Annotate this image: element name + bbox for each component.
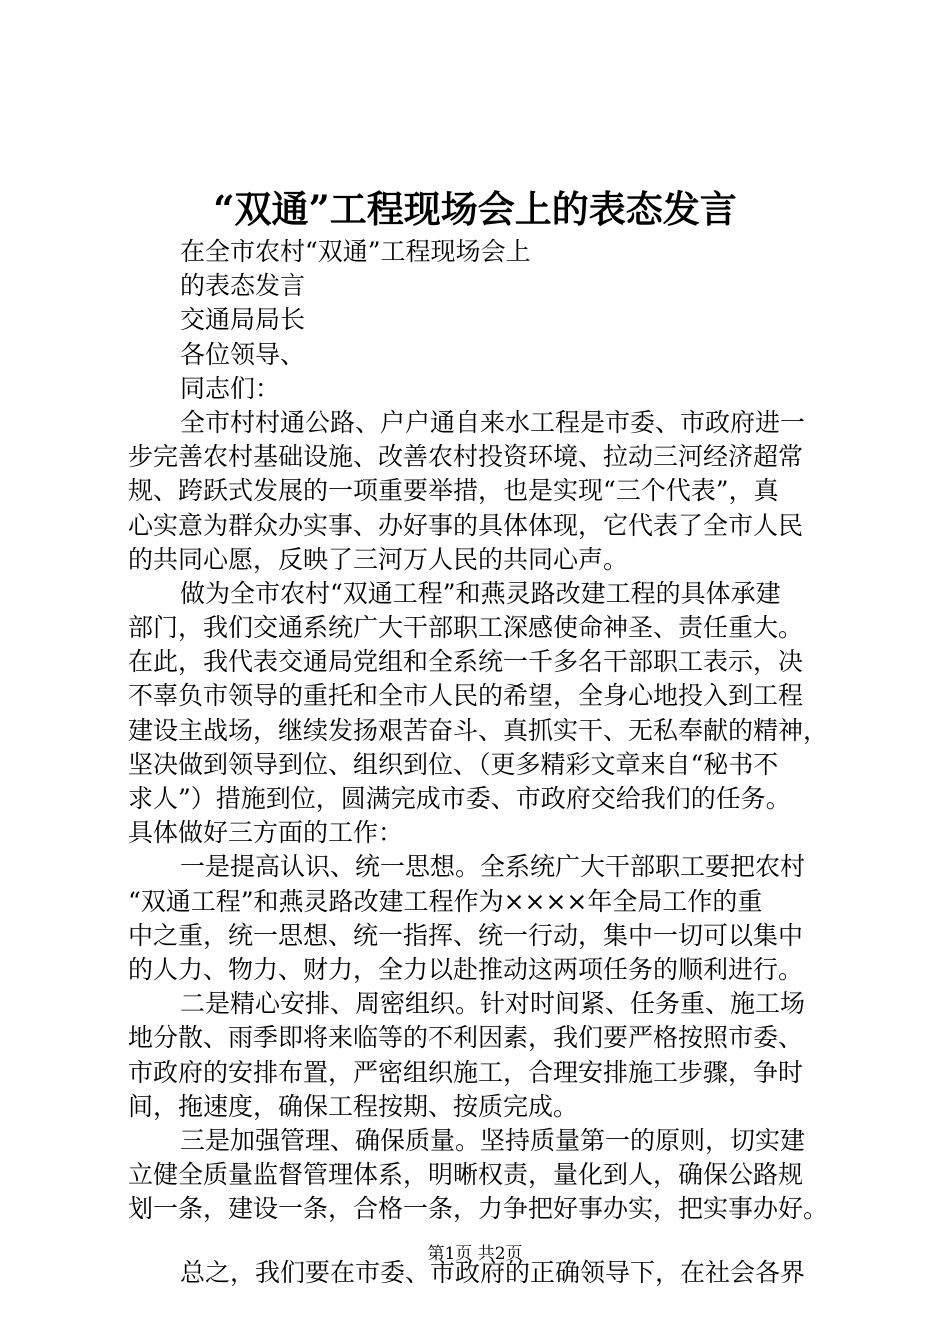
text-line: 各位领导、 [180, 339, 306, 369]
text-line: 的共同心愿，反映了三河万人民的共同心声。 [128, 544, 629, 574]
text-line: 不辜负市领导的重托和全市人民的希望，全身心地投入到工程 [128, 681, 804, 711]
text-line: 中之重，统一思想、统一指挥、统一行动，集中一切可以集中 [128, 920, 804, 950]
text-line: 交通局局长 [180, 305, 306, 335]
text-line: 地分散、雨季即将来临等的不利因素，我们要严格按照市委、 [128, 1023, 804, 1053]
text-line: “双通工程”和燕灵路改建工程作为××××年全局工作的重 [128, 886, 763, 916]
text-line: 求人”）措施到位，圆满完成市委、市政府交给我们的任务。 [128, 784, 791, 813]
document-body [128, 235, 852, 1291]
text-line: 同志们： [180, 373, 281, 403]
text-line: 规、跨跃式发展的一项重要举措，也是实现“三个代表”，真 [128, 476, 779, 506]
text-line: 划一条，建设一条，合格一条，力争把好事办实，把实事办好。 [128, 1194, 829, 1224]
text-line: 坚决做到领导到位、组织到位、（更多精彩文章来自“秘书不 [128, 749, 779, 779]
text-line: 立健全质量监督管理体系，明晰权责，量化到人，确保公路规 [128, 1160, 804, 1190]
page-number: 第1页 共2页 [427, 1244, 523, 1264]
text-line: 的人力、物力、财力，全力以赴推动这两项任务的顺利进行。 [128, 954, 804, 984]
text-line: 二是精心安排、周密组织。针对时间紧、任务重、施工场 [180, 989, 806, 1019]
document-title: “双通”工程现场会上的表态发言 [213, 187, 737, 231]
text-line: 步完善农村基础设施、改善农村投资环境、拉动三河经济超常 [128, 442, 804, 472]
text-line: 市政府的安排布置，严密组织施工，合理安排施工步骤，争时 [128, 1057, 804, 1087]
text-line: 一是提高认识、统一思想。全系统广大干部职工要把农村 [180, 852, 806, 882]
text-line: 部门，我们交通系统广大干部职工深感使命神圣、责任重大。 [128, 613, 804, 643]
text-line: 建设主战场，继续发扬艰苦奋斗、真抓实干、无私奉献的精神， [128, 715, 829, 745]
text-line: 总之，我们要在市委、市政府的正确领导下，在社会各界 [180, 1258, 806, 1288]
text-line: 心实意为群众办实事、办好事的具体体现，它代表了全市人民 [128, 510, 804, 540]
text-line: 三是加强管理、确保质量。坚持质量第一的原则，切实建 [180, 1125, 806, 1155]
text-line: 间，拖速度，确保工程按期、按质完成。 [128, 1091, 579, 1121]
text-line: 全市村村通公路、户户通自来水工程是市委、市政府进一 [180, 407, 806, 437]
text-line: 具体做好三方面的工作： [128, 818, 404, 848]
text-line: 在全市农村“双通”工程现场会上 [180, 237, 531, 266]
text-line: 做为全市农村“双通工程”和燕灵路改建工程的具体承建 [180, 578, 781, 608]
text-line: 的表态发言 [180, 271, 306, 301]
text-line: 在此，我代表交通局党组和全系统一千多名干部职工表示，决 [128, 647, 804, 677]
